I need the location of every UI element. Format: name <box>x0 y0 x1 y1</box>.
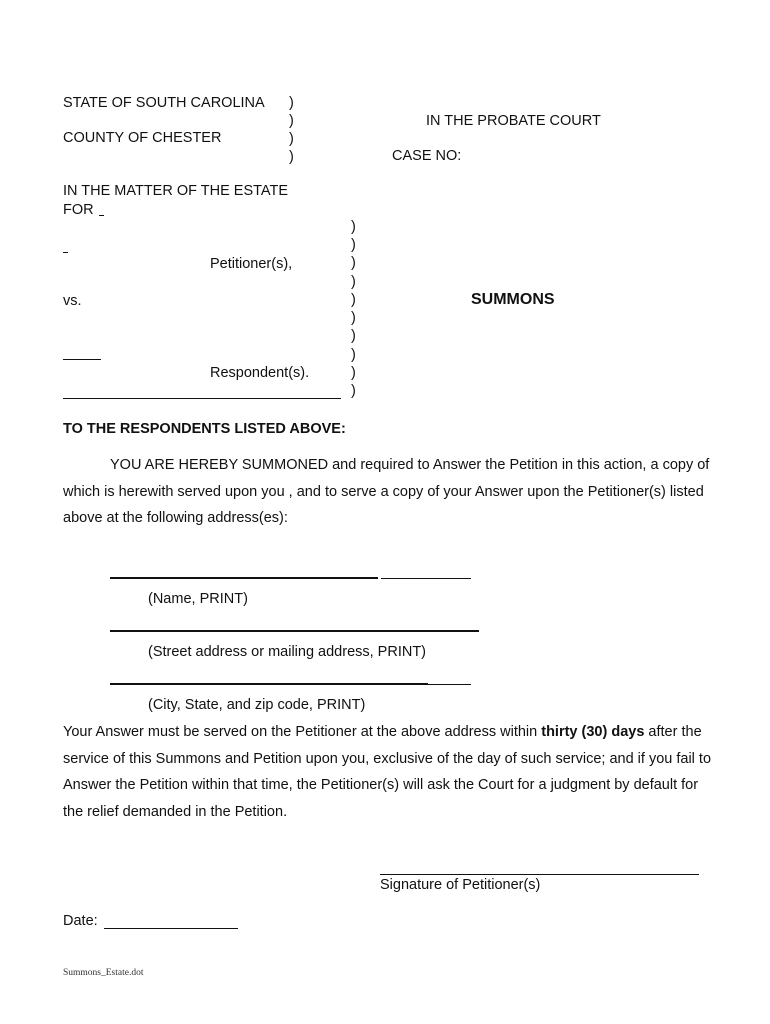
name-blank-ext[interactable] <box>381 578 471 579</box>
answer-text-end: after the service of this Summons and Petition upon you, exclusive of the day of such service; and if you fail to Answer the Petition within that time, the Petitioner(s) will ask the Court for a judgment by default for the relief demanded in the Petition. <box>63 724 712 820</box>
county-heading: COUNTY OF CHESTER <box>63 130 222 146</box>
state-heading: STATE OF SOUTH CAROLINA <box>63 95 265 111</box>
date-blank[interactable] <box>104 928 238 929</box>
matter-line-1: IN THE MATTER OF THE ESTATE <box>63 183 289 199</box>
paren: ) <box>289 113 294 129</box>
city-blank[interactable] <box>110 683 428 685</box>
paren: ) <box>351 274 356 290</box>
case-number-label: CASE NO: <box>392 148 462 164</box>
answer-text-start: Your Answer must be served on the Petitioner at the above address within <box>63 724 542 740</box>
petitioner-name-blank[interactable] <box>63 252 68 253</box>
respondent-label: Respondent(s). <box>210 365 310 381</box>
estate-name-blank[interactable] <box>99 215 104 216</box>
paren: ) <box>351 292 356 308</box>
document-title: SUMMONS <box>471 291 555 308</box>
answer-paragraph <box>63 719 713 825</box>
summons-paragraph: YOU ARE HEREBY SUMMONED and required to Answer the Petition in this action, a copy of which is herewith served upon you , and to serve a copy of your Answer upon the Petitioner(s) listed above at the following address(es): <box>63 457 710 526</box>
versus-label: vs. <box>63 293 82 309</box>
paren: ) <box>289 149 294 165</box>
name-field-label: (Name, PRINT) <box>148 591 248 607</box>
paren: ) <box>351 328 356 344</box>
paren: ) <box>351 219 356 235</box>
name-blank[interactable] <box>110 577 378 579</box>
signature-blank[interactable] <box>380 874 699 875</box>
city-field-label: (City, State, and zip code, PRINT) <box>148 697 366 713</box>
city-blank-ext[interactable] <box>428 684 471 685</box>
respondent-name-blank[interactable] <box>63 359 101 360</box>
paren: ) <box>351 347 356 363</box>
footer-filename: Summons_Estate.dot <box>63 968 144 978</box>
paren: ) <box>351 310 356 326</box>
date-label: Date: <box>63 913 98 929</box>
addressee-heading: TO THE RESPONDENTS LISTED ABOVE: <box>63 421 346 437</box>
respondent-extra-blank[interactable] <box>63 398 341 399</box>
paren: ) <box>289 95 294 111</box>
street-field-label: (Street address or mailing address, PRINT) <box>148 644 427 660</box>
court-heading: IN THE PROBATE COURT <box>426 113 601 129</box>
paren: ) <box>351 237 356 253</box>
paren: ) <box>351 383 356 399</box>
street-blank[interactable] <box>110 630 479 632</box>
paren: ) <box>289 131 294 147</box>
paren: ) <box>351 365 356 381</box>
answer-deadline: thirty (30) days <box>541 724 645 740</box>
petitioner-label: Petitioner(s), <box>210 256 293 272</box>
paren: ) <box>351 255 356 271</box>
signature-label: Signature of Petitioner(s) <box>380 877 541 893</box>
matter-line-2: FOR <box>63 202 94 218</box>
